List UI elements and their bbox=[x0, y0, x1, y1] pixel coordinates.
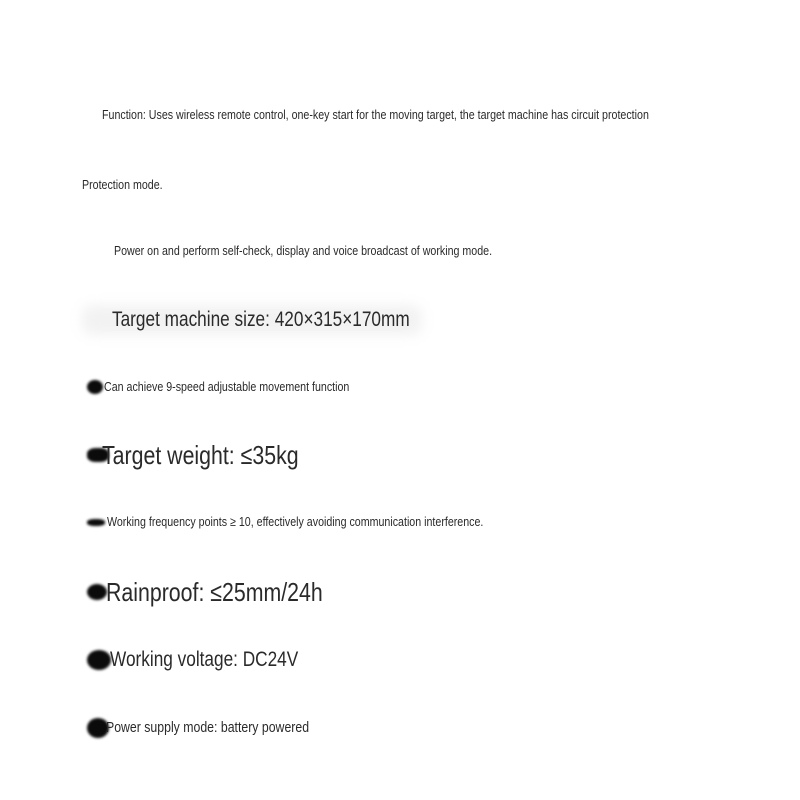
bullet-icon bbox=[87, 519, 105, 526]
protection-mode-text: Protection mode. bbox=[82, 177, 163, 192]
target-weight-spec: Target weight: ≤35kg bbox=[102, 440, 299, 470]
function-description: Function: Uses wireless remote control, one-key start for the moving target, the target machine has circuit protection bbox=[102, 107, 649, 122]
working-voltage-spec: Working voltage: DC24V bbox=[110, 648, 299, 671]
speed-adjustment-spec: Can achieve 9-speed adjustable movement function bbox=[104, 379, 350, 394]
bullet-icon bbox=[87, 650, 111, 670]
target-machine-size: Target machine size: 420×315×170mm bbox=[112, 308, 410, 331]
bullet-icon bbox=[87, 584, 107, 600]
self-check-text: Power on and perform self-check, display and voice broadcast of working mode. bbox=[114, 243, 493, 258]
power-supply-spec: Power supply mode: battery powered bbox=[106, 719, 310, 736]
bullet-icon bbox=[87, 380, 103, 394]
rainproof-spec: Rainproof: ≤25mm/24h bbox=[106, 577, 323, 607]
frequency-points-spec: Working frequency points ≥ 10, effectively avoiding communication interference. bbox=[107, 514, 484, 529]
